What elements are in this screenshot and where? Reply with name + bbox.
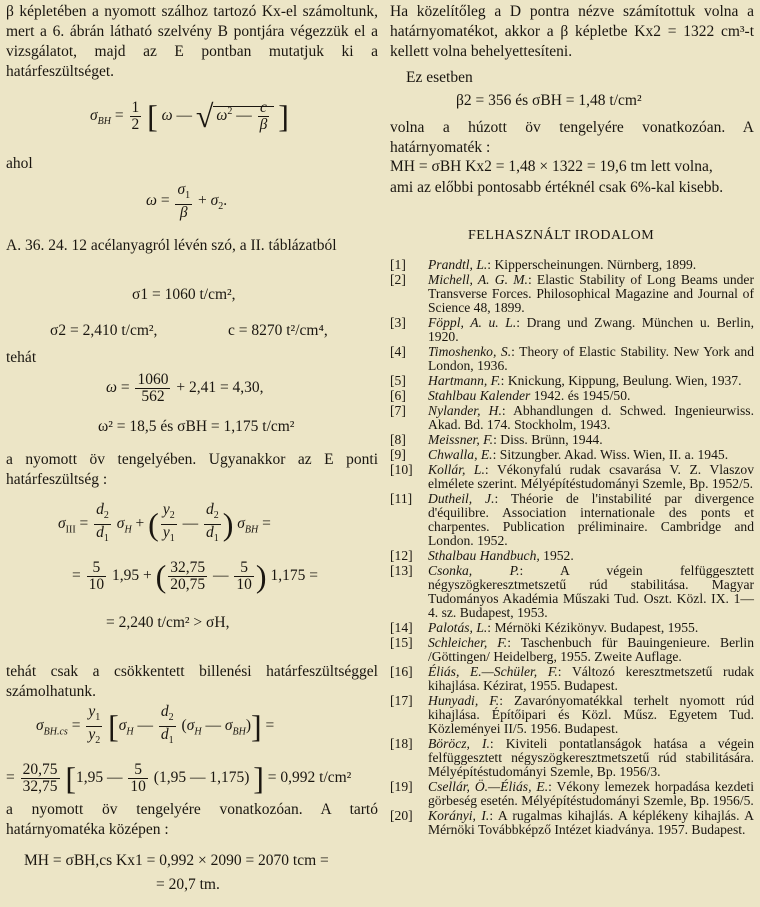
equation-sigma-bh-cs-numeric: = $\frac{20,75}{32,75}$ [1,95 — $\frac{5}{10}$ (1,95 — 1,175) ] = 0,992 t/cm² [6, 760, 352, 796]
reference-item [390, 780, 754, 808]
reference-item [390, 665, 754, 693]
reference-author: Kollár, L. [428, 462, 485, 477]
reference-author: Dutheil, J. [428, 491, 495, 506]
csokkentett-paragraph: tehát csak a csökkentett billenési határfeszültséggel számolhatunk. [6, 663, 378, 700]
reference-text: : A rugalmas kihajlás. A képlékeny kihajlás. A Mérnöki Továbbképző Intézet kiadványa. 1957. Budapest. [428, 808, 754, 837]
reference-number: [16] [390, 664, 413, 679]
equation-mh2: MH = σBH Kx2 = 1,48 × 1322 = 19,6 tm lett volna, [390, 158, 713, 175]
reference-author: Sthalbau Handbuch, [428, 548, 540, 563]
reference-text: : Mérnöki Kézikönyv. Budapest, 1955. [487, 620, 699, 635]
equation-omega: ω = $\frac{\sigma_1}{\beta}$ + $\sigma_2$. [146, 181, 228, 222]
reference-item [390, 404, 754, 432]
reference-item [390, 345, 754, 373]
equation-sigma1: σ1 = 1060 t/cm², [132, 286, 236, 303]
references-heading: FELHASZNÁLT IRODALOM [468, 228, 655, 243]
reference-number: [1] [390, 257, 406, 272]
equation-mh1: MH = σBH,cs Kx1 = 0,992 × 2090 = 2070 tcm = [24, 852, 329, 869]
reference-item [390, 463, 754, 491]
reference-author: Schleicher, F. [428, 635, 508, 650]
ha-paragraph: Ha közelítőleg a D pontra nézve számítottuk volna a határnyomatékot, akkor a β képletbe Kx2 = 1322 cm³-t kellett volna behelyettesíteni. [390, 3, 754, 60]
reference-author: Föppl, A. u. L. [428, 315, 517, 330]
reference-number: [2] [390, 272, 406, 287]
reference-text: 1952. [539, 548, 574, 563]
nyomott-paragraph: a nyomott öv tengelyében. Ugyanakkor az E ponti határfeszültség : [6, 451, 378, 488]
reference-number: [11] [390, 491, 413, 506]
reference-item [390, 737, 754, 779]
reference-text: : Diss. Brünn, 1944. [493, 432, 603, 447]
reference-author: Meissner, F. [428, 432, 494, 447]
reference-text: : A végein felfüggesztett négyszögkeresztmetszetű rúd stabilitása. Magyar Tudományos Akadémia Műszaki Tud. Oszt. Közl. IX. 1—4. sz. Budapest, 1953. [428, 563, 755, 620]
reference-text: : Vékonyfalú rudak csavarása V. Z. Vlaszov elmélete szerint. Mélyépítéstudományi Szemle, Bp. 1952/5. [428, 462, 754, 491]
ami-paragraph: ami az előbbi pontosabb értéknél csak 6%-kal kisebb. [390, 179, 724, 196]
reference-item [390, 273, 754, 315]
reference-item [390, 636, 754, 664]
reference-author: Stahlbau Kalender [428, 388, 531, 403]
reference-item [390, 621, 754, 635]
reference-author: Hunyadi, F. [428, 693, 500, 708]
reference-item [390, 316, 754, 344]
equation-beta2: β2 = 356 és σBH = 1,48 t/cm² [456, 92, 642, 109]
reference-item [390, 549, 754, 563]
reference-number: [8] [390, 432, 406, 447]
reference-author: Chwalla, E. [428, 447, 493, 462]
reference-author: Palotás, L. [428, 620, 488, 635]
reference-text: : Theory of Elastic Stability. New York and London, 1936. [428, 344, 754, 373]
reference-number: [15] [390, 635, 413, 650]
intro-paragraph: β képletében a nyomott szálhoz tartozó Kx-el számoltunk, mert a 6. ábrán látható szelvény B pontjára végezzük el a vizsgálatot, majd az E pontban mutatjuk ki a határfeszültséget. [6, 3, 378, 80]
reference-number: [5] [390, 373, 406, 388]
reference-number: [12] [390, 548, 413, 563]
equation-omega-squared: ω² = 18,5 és σBH = 1,175 t/cm² [98, 418, 295, 435]
reference-number: [6] [390, 388, 406, 403]
equation-sigma-bh: $\sigma_{BH}$ = $\frac{1}{2}$ [ ω — √ $\omega^2$ — $\frac{c}{\beta}$ ] [90, 98, 289, 134]
reference-item [390, 433, 754, 447]
reference-text: : Kiviteli pontatlanságok hatása a végein felfüggesztett négyszögkeresztmetszetű rúd stabilitására. Mélyépítéstudományi Szemle, Bp. 1956/3. [428, 736, 754, 779]
equation-c: c = 8270 t²/cm⁴, [228, 322, 328, 339]
reference-item [390, 492, 754, 548]
omega-value-tail: + 2,41 = 4,30, [176, 379, 264, 397]
reference-number: [14] [390, 620, 413, 635]
reference-number: [19] [390, 779, 413, 794]
equation-mh1-result: = 20,7 tm. [156, 876, 220, 893]
reference-text: : Théorie de l'instabilité par divergence d'équilibre. Association internationale des ponts et charpentes. Publication préliminaire. Cambridge and London. 1952. [428, 491, 754, 548]
equation-sigma2: σ2 = 2,410 t/cm², [50, 322, 158, 339]
sigma-bh-cs-result: = 0,992 t/cm² [267, 769, 352, 787]
reference-text: : Változó keresztmetszetű rudak kihajlása. Kézirat, 1955. Budapest. [428, 664, 755, 693]
tehat-label: tehát [6, 349, 37, 366]
equation-omega-value: ω = $\frac{1060}{562}$ + 2,41 = 4,30, [106, 371, 264, 405]
reference-number: [3] [390, 315, 406, 330]
equation-numeric-result: = 2,240 t/cm² > σH, [106, 614, 230, 631]
reference-item [390, 258, 754, 272]
reference-number: [18] [390, 736, 413, 751]
equation-sigma-bh-cs: $\sigma_{BH.cs}$ = $\frac{y_1}{y_2}$ [$\sigma_H$ — $\frac{d_2}{d_1}$ ($\sigma_H$ — $\sigma_{BH}$)] = [36, 703, 275, 747]
reference-author: Böröcz, I. [428, 736, 490, 751]
reference-text: 1942. és 1945/50. [530, 388, 631, 403]
reference-author: Timoshenko, S. [428, 344, 512, 359]
reference-author: Csonka, P. [428, 563, 520, 578]
reference-text: : Sitzungber. Akad. Wiss. Wien, II. a. 1945. [492, 447, 729, 462]
reference-text: : Kipperscheinungen. Nürnberg, 1899. [487, 257, 697, 272]
reference-author: Michell, A. G. M. [428, 272, 528, 287]
reference-number: [7] [390, 403, 406, 418]
equation-sigma-iii: $\sigma_{III}$ = $\frac{d_2}{d_1}$ $\sigma_H$ + ( $\frac{y_2}{y_1}$ — $\frac{d_2}{d_1}$ ) $\sigma_{BH}$ = [58, 501, 271, 545]
equation-numeric: = $\frac{5}{10}$ 1,95 + ( $\frac{32,75}{20,75}$ — $\frac{5}{10}$ ) 1,175 = [72, 558, 318, 594]
reference-list [390, 258, 754, 838]
reference-item [390, 389, 754, 403]
reference-text: : Knickung, Kippung, Beulung. Wien, 1937. [500, 373, 742, 388]
reference-text: : Drang und Zwang. München u. Berlin, 1920. [428, 315, 754, 344]
reference-text: : Abhandlungen d. Schwed. Ingenieurwiss. Akad. Bd. 174. Stockholm, 1943. [428, 403, 754, 432]
volna-paragraph: volna a húzott öv tengelyére vonatkozóan. A határnyomaték : [390, 119, 754, 156]
reference-item [390, 809, 754, 837]
reference-author: Nylander, H. [428, 403, 502, 418]
reference-number: [20] [390, 808, 413, 823]
reference-author: Hartmann, F. [428, 373, 501, 388]
reference-text: : Vékony lemezek horpadása kezdeti görbeség esetén. Mélyépítéstudományi Szemle, Bp. 1956/5. [428, 779, 754, 808]
reference-item [390, 694, 754, 736]
reference-number: [4] [390, 344, 406, 359]
reference-number: [9] [390, 447, 406, 462]
reference-number: [10] [390, 462, 413, 477]
a36-paragraph: A. 36. 24. 12 acélanyagról lévén szó, a II. táblázatból [6, 237, 337, 254]
reference-number: [17] [390, 693, 413, 708]
reference-item [390, 374, 754, 388]
ahol-label: ahol [6, 155, 33, 172]
reference-number: [13] [390, 563, 413, 578]
reference-text: : Taschenbuch für Bauingenieure. Berlin /Göttingen/ Heidelberg, 1955. Zweite Auflage. [428, 635, 754, 664]
reference-text: : Zavarónyomatékkal terhelt nyomott rúd kihajlása. Építőipari és Közl. Műsz. Egyetem Tud. Közleményei II/5. 1956. Budapest. [428, 693, 754, 736]
reference-author: Korányi, I. [428, 808, 490, 823]
reference-author: Éliás, E.—Schüler, F. [428, 664, 558, 679]
reference-author: Prandtl, L. [428, 257, 488, 272]
nyomott2-paragraph: a nyomott öv tengelyére vonatkozóan. A tartó határnyomatéka középen : [6, 801, 378, 838]
reference-item [390, 448, 754, 462]
reference-text: : Elastic Stability of Long Beams under Transverse Forces. Philosophical Magazine and Journal of Science 48, 1899. [428, 272, 754, 315]
ez-esetben-label: Ez esetben [406, 69, 473, 86]
reference-item [390, 564, 754, 620]
reference-author: Csellár, Ö.—Éliás, E. [428, 779, 549, 794]
